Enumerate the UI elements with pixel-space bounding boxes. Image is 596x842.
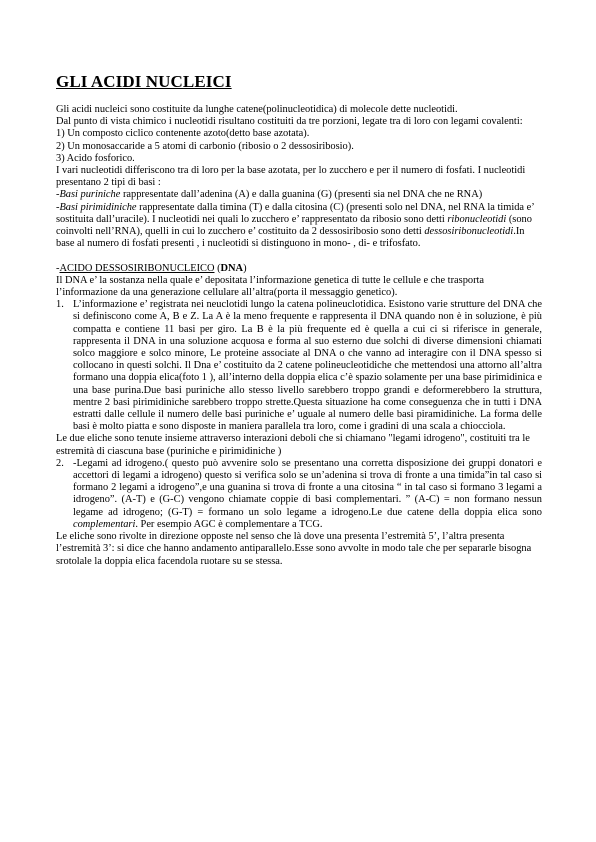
list-item-1-text: L’informazione e’ registrata nei neuclotidi lungo la catena polineuclotidica. Esistono varie strutture del DNA che si definiscono come A, B e Z. La A è la meno frequente e rappresenta il DNA quando non è in soluzione, è più compatta e contiene 11 basi per giro. La B è la più frequente ed è quella a cui ci si riferisce in generale, rappresenta il DNA in una soluzione acquosa e forma al suo esterno due solchi di diverse dimensioni chiamati solco maggiore e solco minore, Le proteine associate al DNA o che vanno ad interagire con il DNA spesso si collocano in questi solchi. Il Dna e’ costituito da 2 catene polineucleotidiche che mettendosi una attorno all’altra formano una doppia elica(foto 1 ), all’interno della doppia elica c’è spazio solamente per una base pirimidinica e una base purina.Due basi puriniche allo stesso livello sarebbero troppo grandi e deformerebbero la struttura, mentre 2 basi pirimidiniche sarebbero troppo strette.Questa situazione ha come conseguenza che in tutti i DNA estratti dalle cellule il numero delle basi puriniche e’ uguale al numero delle basi piramidiniche. La forma delle basi è molto piatta e sono disposte in maniera parallela tra loro, come i gradini di una scala a chiocciola. <box>73 299 542 433</box>
paragraph-spacer <box>56 250 542 262</box>
dna-list-item-1 <box>56 299 542 433</box>
intro-paragraph-1: Gli acidi nucleici sono costituite da lunghe catene(polinucleotidica) di molecole dette nucleotidi. <box>56 104 458 115</box>
ribonucleotidi-term: ribonucleotidi <box>447 213 507 225</box>
intro-paragraph-2: Dal punto di vista chimico i nucleotidi risultano costituiti da tre porzioni, legate tra di loro con legami covalenti: <box>56 116 523 128</box>
complementari-term: complementari <box>73 518 136 530</box>
basi-pirimidiniche-text-2: (sono coinvolti nell’RNA), quelli in cui lo zucchero e’ costituito da 2 dessosiribosio sono detti <box>56 213 532 238</box>
dna-heading-bold: DNA <box>220 262 244 274</box>
dna-paragraph-1: Il DNA e’ la sostanza nella quale e’ depositata l’informazione genetica di tutte le cellule e che trasporta l’informazione da una generazione cellulare all’altra(porta il messaggio genetico). <box>56 274 485 299</box>
dna-list-item-2 <box>56 458 542 531</box>
dessosiribonucleotidi-term: dessosiribonucleotidi <box>424 226 514 238</box>
document-page <box>56 72 542 568</box>
dna-heading-close: ) <box>243 262 247 274</box>
basi-puriniche-text: rappresentate dall’adenina (A) e dalla guanina (G) (presenti sia nel DNA che ne RNA) <box>120 189 483 201</box>
list-item-2-text-b: . Per esempio AGC è complementare a TCG. <box>135 518 323 530</box>
dna-heading <box>56 263 542 275</box>
dna-heading-prefix: - <box>56 262 60 274</box>
dna-heading-open: ( <box>214 262 221 274</box>
component-item-1: 1) Un composto ciclico contenente azoto(detto base azotata). <box>56 128 310 140</box>
list-number-1: 1. <box>56 299 64 311</box>
intro-paragraph-3: I vari nucleotidi differiscono tra di loro per la base azotata, per lo zucchero e per il numero di fosfati. I nucleotidi presentano 2 tipi di basi : <box>56 165 526 189</box>
basi-pirimidiniche-paragraph <box>56 202 542 251</box>
dna-paragraph-3: Le eliche sono rivolte in direzione opposte nel senso che là dove una presenta l’estremità 5’, l’altra presenta l’estremità 3’: si dice che hanno andamento antiparallelo.Esse sono avvolte in modo tale che per separarle bisogna srotolale la doppia elica facendola ruotare su se stessa. <box>56 531 532 567</box>
list-number-2: 2. <box>56 457 64 469</box>
basi-pirimidiniche-text-3: .In base al numero di fosfati presenti , i nucleotidi si distinguono in mono- , di- e trifosfato. <box>56 226 525 250</box>
basi-puriniche-label: -Basi puriniche <box>56 189 121 201</box>
component-item-3: 3) Acido fosforico. <box>56 152 135 164</box>
document-title: GLI ACIDI NUCLEICI <box>56 72 232 91</box>
component-item-2: 2) Un monosaccaride a 5 atomi di carbonio (ribosio o 2 dessosiribosio). <box>56 140 354 152</box>
basi-puriniche-paragraph <box>56 189 542 201</box>
dna-paragraph-2: Le due eliche sono tenute insieme attraverso interazioni deboli che si chiamano "legami idrogeno", costituiti tra le estremità di ciascuna base (puriniche e pirimidiniche ) <box>56 433 530 457</box>
dna-heading-underlined: ACIDO DESSOSIRIBONUCLEICO <box>59 262 215 274</box>
basi-pirimidiniche-label: -Basi pirimidiniche <box>56 201 137 213</box>
basi-pirimidiniche-text: rappresentate dalla timina (T) e dalla citosina (C) (presenti solo nel DNA, nel RNA la timida e’ sostituita dall’uracile). I nucleotidi nei quali lo zucchero e’ rappresentato da ribosio sono detti <box>56 201 534 225</box>
list-item-2-text-a: -Legami ad idrogeno.( questo può avvenire solo se presentano una corretta disposizione dei gruppi donatori e accettori di legami a idrogeno) questo si verifica solo se un’adenina si trova di fronte a una timida”in tal caso si formano 2 legami a idrogeno”,e una guanina si trova di fronte a una citosina “ in tal caso si formano 3 legami a idrogeno”. (A-T) e (G-C) vengono chiamate coppie di basi complementari. ” (A-C) = non formano nessun legame ad idrogeno; (G-T) = formano un solo legame a idrogeno.Le due catene della doppia elica sono <box>73 457 542 518</box>
